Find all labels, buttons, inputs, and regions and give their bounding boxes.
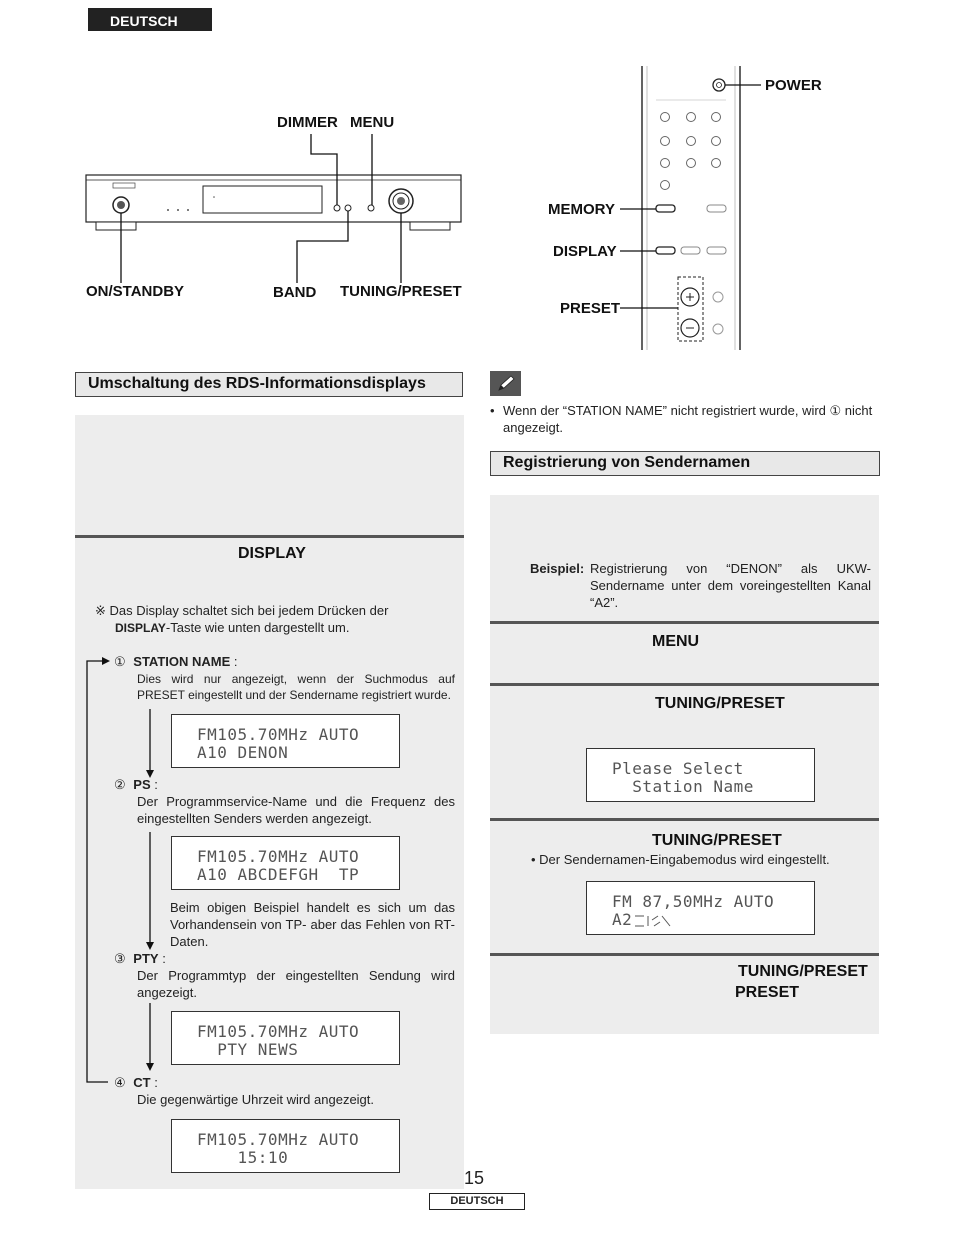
lcd-line: A10 DENON <box>197 743 289 762</box>
item-desc: Die gegenwärtige Uhrzeit wird angezeigt. <box>137 1092 375 1107</box>
item-num: ③ <box>114 951 126 966</box>
pencil-icon <box>490 371 521 396</box>
step-tuning-label: TUNING/PRESET <box>655 695 785 712</box>
step-preset-label: PRESET <box>735 984 800 1001</box>
step-divider <box>490 818 879 821</box>
item-station-name <box>114 653 238 670</box>
item-desc: Der Programmservice-Name und die Frequenz des eingestellten Senders werden angezeigt. <box>137 794 455 826</box>
power-label: POWER <box>765 77 822 94</box>
footer-language: DEUTSCH <box>429 1193 525 1210</box>
band-label: BAND <box>273 284 317 301</box>
display-label: DISPLAY <box>553 243 617 260</box>
on-standby-label: ON/STANDBY <box>86 283 185 300</box>
step-divider <box>490 683 879 686</box>
note-text-b: -Taste wie unten dargestellt um. <box>165 620 350 635</box>
page-number: 15 <box>464 1168 485 1188</box>
item-ps <box>114 776 158 793</box>
lcd-display <box>171 1011 400 1065</box>
item-pty <box>114 950 166 967</box>
item-ct <box>114 1074 158 1091</box>
lcd-line: A2 <box>612 911 814 929</box>
item-suffix: : <box>158 951 166 966</box>
item-num: ② <box>114 777 126 792</box>
item-extra-note: Beim obigen Beispiel handelt es sich um das Vorhandensein von TP- aber das Fehlen von RT-Daten. <box>170 900 455 949</box>
dimmer-label: DIMMER <box>277 114 338 131</box>
note-text-a: Das Display schaltet sich bei jedem Drücken der <box>109 603 389 618</box>
step-note: • Der Sendernamen-Eingabemodus wird eingestellt. <box>531 852 830 867</box>
registration-section-title: Registrierung von Sendernamen <box>490 451 880 476</box>
step-tuning-label: TUNING/PRESET <box>652 832 782 849</box>
note-bullet: • Wenn der “STATION NAME” nicht registriert wurde, wird ① nicht angezeigt. <box>490 402 880 436</box>
lcd-line: PTY NEWS <box>197 1040 299 1059</box>
item-num: ④ <box>114 1075 126 1090</box>
step-divider <box>490 621 879 624</box>
step-divider <box>490 953 879 956</box>
item-name: PTY <box>133 951 159 966</box>
lcd-display <box>586 748 815 802</box>
note-mark: ※ <box>95 603 106 618</box>
lcd-display <box>586 881 815 935</box>
item-suffix: : <box>150 1075 158 1090</box>
lcd-display <box>171 836 400 890</box>
item-num: ① <box>114 654 126 669</box>
preset-label: PRESET <box>560 300 621 317</box>
example-label: Beispiel: <box>530 561 585 576</box>
lcd-display <box>171 714 400 768</box>
lcd-line: A10 ABCDEFGH TP <box>197 865 360 884</box>
step-menu-label: MENU <box>652 633 700 650</box>
blinking-cursor-icon <box>632 914 680 928</box>
menu-label: MENU <box>350 114 395 131</box>
tuning-preset-label: TUNING/PRESET <box>340 283 462 300</box>
lcd-line: Station Name <box>612 777 754 796</box>
lcd-line: 15:10 <box>197 1148 289 1167</box>
item-suffix: : <box>230 654 238 669</box>
display-step-label: DISPLAY <box>238 545 306 562</box>
item-suffix: : <box>150 777 158 792</box>
lcd-line: FM 87,50MHz AUTO <box>612 892 775 911</box>
lcd-display <box>171 1119 400 1173</box>
lcd-line: FM105.70MHz AUTO <box>197 1130 360 1149</box>
example-text: Registrierung von “DENON” als UKW-Sendername unter dem voreingestellten Kanal “A2”. <box>590 561 871 610</box>
lcd-line: FM105.70MHz AUTO <box>197 847 360 866</box>
lcd-line: FM105.70MHz AUTO <box>197 725 360 744</box>
item-name: STATION NAME <box>133 654 231 669</box>
memory-label: MEMORY <box>548 201 615 218</box>
item-desc: Dies wird nur angezeigt, wenn der Suchmodus auf PRESET eingestellt und der Sendername registriert wurde. <box>137 672 455 702</box>
note-key: DISPLAY <box>115 621 166 635</box>
item-desc: Der Programmtyp der eingestellten Sendung wird angezeigt. <box>137 968 455 1000</box>
note-bullet-text: Wenn der “STATION NAME” nicht registriert wurde, wird ① nicht angezeigt. <box>503 403 873 435</box>
step-note-text: Der Sendernamen-Eingabemodus wird eingestellt. <box>539 852 830 867</box>
language-tab: DEUTSCH <box>88 8 212 31</box>
item-name: CT <box>133 1075 151 1090</box>
lcd-line: Please Select <box>612 759 744 778</box>
lcd-line: FM105.70MHz AUTO <box>197 1022 360 1041</box>
rds-section-title: Umschaltung des RDS-Informationsdisplays <box>75 372 463 397</box>
step-tuning-label: TUNING/PRESET <box>738 963 868 980</box>
item-name: PS <box>133 777 151 792</box>
